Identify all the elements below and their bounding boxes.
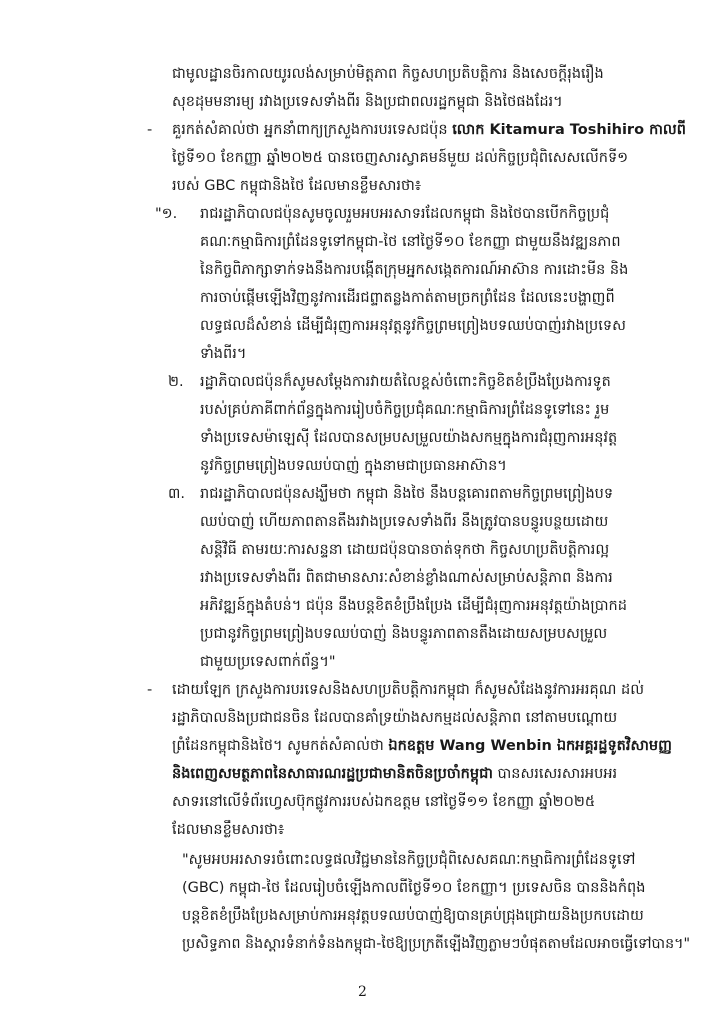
item-line: ជាមួយប្រទេសពាក់ព័ន្ធ។" [200,654,336,670]
item-line: ទាំងពីរ។ [200,346,247,362]
bullet-line: ថ្ងៃទី១០ ខែកញ្ញា ឆ្នាំ២០២៥ បានចេញសារស្វាគមន៍មួយ ដល់កិច្ចប្រជុំពិសេសលើកទី១ [172,150,629,166]
bullet-text: គួរកត់សំគាល់ថា អ្នកនាំពាក្យក្រសួងការបរទេសជប៉ុន [172,122,453,138]
item-number: ៣. [168,486,185,502]
item-line: ប្រជានូវកិច្ចព្រមព្រៀងបទឈប់បាញ់ និងបន្ធូរភាពតានតឹងដោយសម្របសម្រួល [200,626,608,642]
item-line: ការចាប់ផ្តើមឡើងវិញនូវការដើរជព្ទាតន្លងកាត់តាមច្រកព្រំដែន ដែលនេះបង្ហាញពី [200,290,615,306]
bullet-text: ព្រំដែនកម្ពុជានិងថៃ។ សូមកត់សំគាល់ថា [172,738,389,754]
bullet-line: របស់ GBC កម្ពុជានិងថៃ ដែលមានខ្លឹមសារថា៖ [172,178,422,194]
paragraph-line: សុខដុមមនារម្យ រវាងប្រទេសទាំងពីរ និងប្រជាពលរដ្ឋកម្ពុជា និងថៃផងដែរ។ [172,94,563,110]
bullet-line: សាទរនៅលើទំព័រហ្វេសប៊ុកផ្លូវការរបស់ឯកឧត្តម នៅថ្ងៃទី១១ ខែកញ្ញា ឆ្នាំ២០២៥ [172,794,596,810]
item-line: លទ្ធផលដ៏សំខាន់ ដើម្បីជំរុញការអនុវត្តនូវកិច្ចព្រមព្រៀងបទឈប់បាញ់រវាងប្រទេស [200,318,626,334]
bullet-marker: - [147,122,153,138]
quote-line: បន្តខិតខំប្រឹងប្រែងសម្រាប់ការអនុវត្តបទឈប់បាញ់ឱ្យបានគ្រប់ជ្រុងជ្រោយនិងប្រកបដោយ [182,908,644,924]
item-line: របស់គ្រប់ភាគីពាក់ព័ន្ធក្នុងការរៀបចំកិច្ចប្រជុំគណៈកម្មាធិការព្រំដែនទូទៅនេះ រួម [200,402,610,418]
quote-line: (GBC) កម្ពុជា-ថៃ ដែលរៀបចំឡើងកាលពីថ្ងៃទី១០ ខែកញ្ញា។ ប្រទេសចិន បាននិងកំពុង [182,880,646,896]
bullet-marker: - [147,682,153,698]
item-line: គណៈកម្មាធិការព្រំដែនទូទៅកម្ពុជា-ថៃ នៅថ្ងៃទី១០ ខែកញ្ញា ជាមួយនឹងវឌ្ឍនភាព [200,234,621,250]
item-line: រវាងប្រទេសទាំងពីរ ពិតជាមានសារៈសំខាន់ខ្លាំងណាស់សម្រាប់សន្តិភាព និងការ [200,570,613,586]
quote-line: ប្រសិទ្ធភាព និងស្តារទំនាក់ទំនងកម្ពុជា-ថៃឱ្យប្រក្រតីឡើងវិញភ្លាមៗបំផុតតាមដែលអាចធ្វើទៅបាន។" [182,936,691,952]
page-number: 2 [358,984,367,1000]
item-number: ២. [168,374,184,390]
bullet-line [172,120,686,140]
bullet-line: រដ្ឋាភិបាលនិងប្រជាជនចិន ដែលបានគាំទ្រយ៉ាងសកម្មដល់សន្តិភាព នៅតាមបណ្តោយ [172,710,618,726]
bullet-line [172,764,617,784]
paragraph-line: ជាមូលដ្ឋានចិរកាលយូរលង់សម្រាប់មិត្តភាព កិច្ចសហប្រតិបត្តិការ និងសេចក្តីរុងរឿង [172,66,604,82]
bullet-line: ដោយឡែក ក្រសួងការបរទេសនិងសហប្រតិបត្តិការកម្ពុជា ក៏សូមសំដែងនូវការអរគុណ ដល់ [172,682,645,698]
bullet-text: បានសរសេរសារអបអរ [492,766,618,782]
item-line: សន្តិវិធី តាមរយៈការសន្ទនា ដោយជប៉ុនបានចាត់ទុកថា កិច្ចសហប្រតិបត្តិការល្អ [200,542,610,558]
item-line: អភិវឌ្ឍន៍ក្នុងតំបន់។ ជប៉ុន នឹងបន្តខិតខំប្រឹងប្រែង ដើម្បីជំរុញការអនុវត្តយ៉ាងប្រាកដ [200,598,627,614]
item-line: រាជរដ្ឋាភិបាលជប៉ុនសូមចូលរួមអបអរសាទរដែលកម្ពុជា និងថៃបានបើកកិច្ចប្រជុំ [200,206,610,222]
item-number: "១. [155,206,178,222]
bullet-line [172,736,672,756]
item-line: រដ្ឋាភិបាលជប៉ុនក៏សូមសម្តែងការវាយតំលៃខ្ពស់ចំពោះកិច្ចខិតខំប្រឹងប្រែងការទូត [200,374,611,390]
item-line: រាជរដ្ឋាភិបាលជប៉ុនសង្ឃឹមថា កម្ពុជា និងថៃ នឹងបន្តគោរពតាមកិច្ចព្រមព្រៀងបទ [200,486,614,502]
ambassador-title: និងពេញសមត្ថភាពនៃសាធារណរដ្ឋប្រជាមានិតចិនប្រចាំកម្ពុជា [172,766,493,782]
quote-line: "សូមអបអរសាទរចំពោះលទ្ធផលវិជ្ជមាននៃកិច្ចប្រជុំពិសេសគណៈកម្មាធិការព្រំដែនទូទៅ [182,852,636,868]
item-line: ទាំងប្រទេសម៉ាឡេស៊ី ដែលបានសម្របសម្រួលយ៉ាងសកម្មក្នុងការជំរុញការអនុវត្ត [200,430,618,446]
bullet-line: ដែលមានខ្លឹមសារថា៖ [172,822,285,838]
ambassador-name: ឯកឧត្តម Wang Wenbin ឯកអគ្គរដ្ឋទូតវិសាមញ្ញ [388,738,672,754]
item-line: ឈប់បាញ់ ហើយភាពតានតឹងរវាងប្រទេសទាំងពីរ នឹងត្រូវបានបន្ធូរបន្ថយដោយ [200,514,609,530]
item-line: នូវកិច្ចព្រមព្រៀងបទឈប់បាញ់ ក្នុងនាមជាប្រធានអាស៊ាន។ [200,458,507,474]
speaker-name: លោក Kitamura Toshihiro កាលពី [452,122,686,138]
item-line: នៃកិច្ចពិភាក្សាទាក់ទងនឹងការបង្កើតក្រុមអ្នកសង្កេតការណ៍អាស៊ាន ការដោះមីន និង [200,262,629,278]
